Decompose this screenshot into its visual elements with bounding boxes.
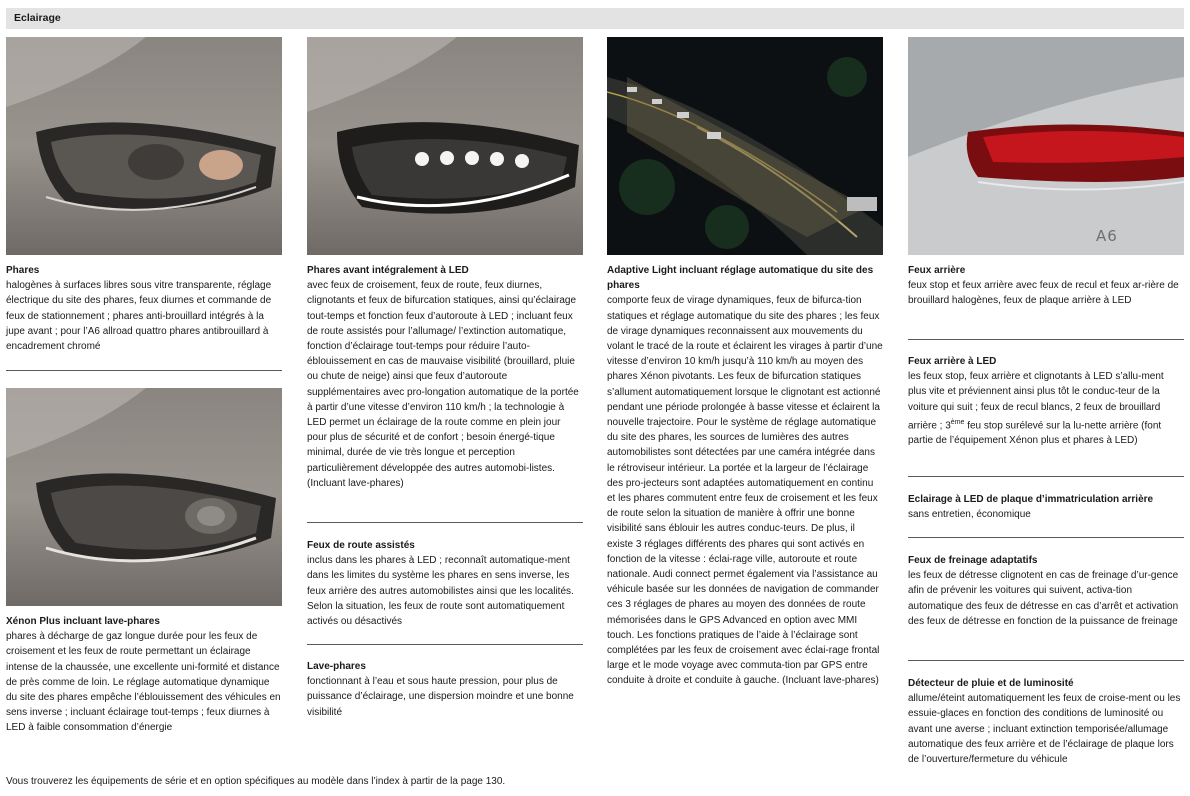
feux-arriere-block — [908, 263, 1184, 309]
feux-arriere-body: feux stop et feux arrière avec feux de recul et feux ar-rière de brouillard halogènes, feux de plaque arrière à LED — [908, 280, 1179, 307]
freinage-title: Feux de freinage adaptatifs — [908, 555, 1038, 566]
divider — [908, 537, 1184, 538]
divider — [908, 476, 1184, 477]
feux-route-body: inclus dans les phares à LED ; reconnaît automatique-ment dans les limites du système les phares en sens inverse, les feux arrière des autres automobilistes ainsi que les localités. Selon la situation, les feux de route sont automatiquement activés ou désactivés — [307, 555, 574, 628]
headlight-led-photo — [307, 37, 583, 255]
xenon-block — [6, 614, 282, 736]
feux-route-title: Feux de route assistés — [307, 540, 415, 551]
lave-phares-block — [307, 659, 583, 720]
freinage-block — [908, 553, 1184, 629]
feux-arriere-led-body: les feux stop, feux arrière et clignotants à LED s’allu-ment plus vite et préviennent ainsi plus tôt le conduc-teur de la voiture qui suit ; feux de recul blancs, 2 feux de brouillard arrière ; 3ème feu stop surélevé sur la lu-nette arrière (font partie de l’équipement Xénon plus et phares à LED) — [908, 371, 1164, 447]
rear-light-photo — [908, 37, 1184, 255]
headlight-halogen-photo — [6, 37, 282, 255]
divider — [307, 644, 583, 645]
freinage-body: les feux de détresse clignotent en cas de freinage d’ur-gence afin de prévenir les voitures qui suivent, activa-tion automatique des feux de détresse en cas d’arrêt et activation des feux de détresse en fonction de la puissance de freinage — [908, 570, 1179, 627]
feux-arriere-title: Feux arrière — [908, 265, 966, 276]
section-title: Eclairage — [14, 12, 61, 24]
feux-route-block — [307, 538, 583, 629]
phares-title: Phares — [6, 265, 40, 276]
divider — [908, 660, 1184, 661]
plaque-title: Eclairage à LED de plaque d’immatriculation arrière — [908, 494, 1154, 505]
a6-badge: A6 — [1096, 227, 1118, 245]
led-front-body: avec feux de croisement, feux de route, feux diurnes, clignotants et feux de bifurcation statiques, ainsi qu’éclairage tout-temps et fonction feux d’autoroute à LED ; incluant feux de route assistés pour l’allumage/ l’extinction automatique, fonction d’éclairage tout-temps pour réduire l’auto-éblouissement en cas de mauvaise visibilité (brouillard, pluie ou chute de neige) ainsi que feux d’autoroute supplémentaires avec pro-longation automatique de la portée à partir d’une vitesse d’environ 110 km/h ; la technologie à LED permet un éclairage de la route comme en plein jour pour plus de sécurité et de confort ; besoin énergé-tique minimal, durée de vie très longue et perception particulièrement développée des autres automobi-listes. (Incluant lave-phares) — [307, 280, 579, 489]
divider — [307, 522, 583, 523]
lave-phares-title: Lave-phares — [307, 661, 366, 672]
phares-block — [6, 263, 282, 354]
divider — [908, 339, 1184, 340]
pluie-block — [908, 676, 1184, 767]
xenon-title: Xénon Plus incluant lave-phares — [6, 616, 160, 627]
divider — [6, 370, 282, 371]
xenon-body: phares à décharge de gaz longue durée pour les feux de croisement et les feux de route permettant un éclairage intense de la chaussée, une excellente uni-formité et distance de près comme de loin. Le réglage automatique dynamique du site des phares empêche l’éblouissement des véhicules en sens inverse ; incluant éclairage tout-temps ; feux diurnes à LED à faible consommation d’énergie — [6, 631, 281, 734]
section-header-bar — [6, 8, 1184, 29]
lave-phares-body: fonctionnant à l’eau et sous haute pression, pour plus de puissance d’éclairage, une dispersion moindre et une bonne visibilité — [307, 676, 574, 718]
feux-arriere-led-block — [908, 354, 1184, 449]
adaptive-light-night-road-photo — [607, 37, 883, 255]
feux-arriere-led-title: Feux arrière à LED — [908, 356, 997, 367]
adaptive-body: comporte feux de virage dynamiques, feux de bifurca-tion statiques et réglage automatique du site des phares ; les feux de virage dynamiques reconnaissent aux mouvements du volant le tracé de la route et éclairent les virages à partir d’une vitesse d’environ 10 km/h jusqu’à 110 km/h au moyen des phares Xénon pivotants. Les feux de bifurcation statiques s’allument automatiquement lorsque le clignotant est actionné pendant une période prolongée à basse vitesse et éclairent la nouvelle trajectoire. Pour le système de réglage automatique du site des phares, les sources de lumières des autres automobilistes sont détectées par une caméra intégrée dans le rétroviseur intérieur. La portée et la largeur de l’éclairage des pro-jecteurs sont adaptées automatiquement en continu et les phares commutent entre feux de croisement et les feux de route selon la situation de manière à offrir une bonne visibilité sans éblouir les autres conduc-teurs. De plus, il existe 3 réglages différents des phares qui sont activés en fonction de la vitesse : éclai-rage ville, autoroute et route nationale. Audi connect permet également via l’assistance au véhicule basée sur les données de navigation de commander ces 3 réglages de phares au moyen des données de route mémorisées dans le GPS Advanced en option avec MMI touch. Les fonctions pratiques de l’aide à l’éclairage sont complétées par les feux de croisement avec éclai-rage frontal large et le mode voyage avec commuta-tion par GPS entre conduite à droite et conduite à gauche. (Incluant lave-phares) — [607, 295, 883, 687]
headlight-xenon-photo — [6, 388, 282, 606]
footer-note: Vous trouverez les équipements de série et en option spécifiques au modèle dans l’index à partir de la page 130. — [6, 776, 506, 787]
led-front-title: Phares avant intégralement à LED — [307, 265, 469, 276]
adaptive-block — [607, 263, 883, 689]
pluie-body: allume/éteint automatiquement les feux de croise-ment ou les essuie-glaces en fonction des conditions de luminosité ou avant une averse ; incluant extinction temporisée/allumage automatique des feux arrière et de l’éclairage de plaque lors de l’ouverture/fermeture du véhicule — [908, 693, 1181, 766]
plaque-body: sans entretien, économique — [908, 509, 1031, 521]
plaque-block — [908, 492, 1184, 522]
pluie-title: Détecteur de pluie et de luminosité — [908, 678, 1074, 689]
adaptive-title: Adaptive Light incluant réglage automatique du site des phares — [607, 265, 874, 292]
phares-body: halogènes à surfaces libres sous vitre transparente, réglage électrique du site des phares, feux diurnes et commande de feux de stationnement ; phares anti-brouillard intégrés à la jupe avant ; pour l’A6 allroad quattro phares antibrouillard à encadrement chromé — [6, 280, 272, 353]
led-front-block — [307, 263, 583, 491]
